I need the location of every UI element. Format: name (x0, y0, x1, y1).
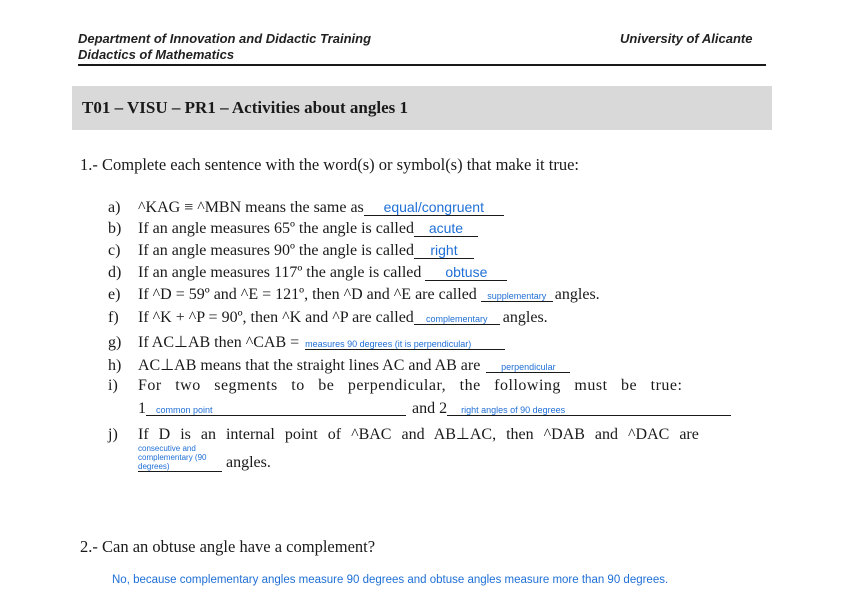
item-label: d) (108, 264, 122, 281)
answer-field[interactable]: equal/congruent (364, 199, 504, 216)
item-text-after: angles. (554, 286, 600, 303)
question-2-prompt: 2.- Can an obtuse angle have a complement? (80, 537, 376, 556)
question-1-prompt: 1.- Complete each sentence with the word(s) or symbol(s) that make it true: (80, 155, 579, 174)
page-title: T01 – VISU – PR1 – Activities about angles 1 (82, 98, 409, 117)
answer-field[interactable]: measures 90 degrees (it is perpendicular) (305, 339, 505, 350)
item-text: AC⊥AB means that the straight lines AC and AB are (138, 357, 481, 374)
question-2-answer[interactable]: No, because complementary angles measure 90 degrees and obtuse angles measure more than 90 degrees. (112, 574, 669, 586)
item-label: g) (108, 334, 122, 351)
item-label: j) (108, 426, 118, 443)
answer-field[interactable]: obtuse (425, 264, 507, 281)
item-j-answer (138, 444, 271, 472)
header-department: Department of Innovation and Didactic Training (78, 31, 372, 46)
item-text-after: angles. (502, 309, 548, 326)
item-text: If an angle measures 65º the angle is called (138, 220, 414, 237)
item-label: f) (108, 309, 119, 326)
item-text-after: angles. (226, 454, 271, 471)
item-c (108, 242, 474, 260)
item-label: i) (108, 377, 118, 394)
answer-field[interactable]: consecutive and complementary (90 degrees) (138, 444, 222, 472)
item-text: If AC⊥AB then ^CAB = (138, 334, 300, 351)
item-text: If ^K + ^P = 90º, then ^K and ^P are called (138, 309, 414, 326)
item-d (108, 264, 507, 282)
item-j (108, 424, 764, 444)
item-text: and 2 (412, 400, 448, 417)
item-e (108, 286, 600, 304)
answer-field-2[interactable]: right angles of 90 degrees (447, 405, 731, 416)
item-text: If an angle measures 90º the angle is called (138, 242, 414, 259)
item-i (108, 377, 764, 395)
answer-field[interactable]: supplementary (481, 291, 553, 302)
answer-field[interactable]: acute (414, 220, 478, 237)
answer-field-1[interactable]: common point (146, 405, 406, 416)
item-label: c) (108, 242, 121, 259)
item-text: ^KAG ≡ ^MBN means the same as (138, 199, 364, 216)
item-text: 1 (138, 400, 146, 417)
item-i-answers (138, 400, 731, 418)
item-label: b) (108, 220, 122, 237)
item-f (108, 309, 548, 327)
header-subject: Didactics of Mathematics (78, 47, 235, 62)
item-text: If ^D = 59º and ^E = 121º, then ^D and ^E are called (138, 286, 477, 303)
item-a (108, 199, 504, 217)
item-label: e) (108, 286, 121, 303)
item-text: For two segments to be perpendicular, the following must be true: (138, 377, 683, 394)
item-label: a) (108, 199, 121, 216)
item-h (108, 355, 570, 375)
answer-field[interactable]: complementary (414, 314, 500, 325)
item-text: If D is an internal point of ^BAC and AB⊥AC, then ^DAB and ^DAC are (138, 426, 699, 443)
item-label: h) (108, 357, 122, 374)
item-g (108, 332, 505, 352)
item-text: If an angle measures 117º the angle is called (138, 264, 422, 281)
answer-field[interactable]: perpendicular (486, 362, 570, 373)
answer-field[interactable]: right (414, 242, 474, 259)
header-rule (78, 64, 766, 66)
item-b (108, 220, 478, 238)
header-university: University of Alicante (620, 31, 753, 46)
